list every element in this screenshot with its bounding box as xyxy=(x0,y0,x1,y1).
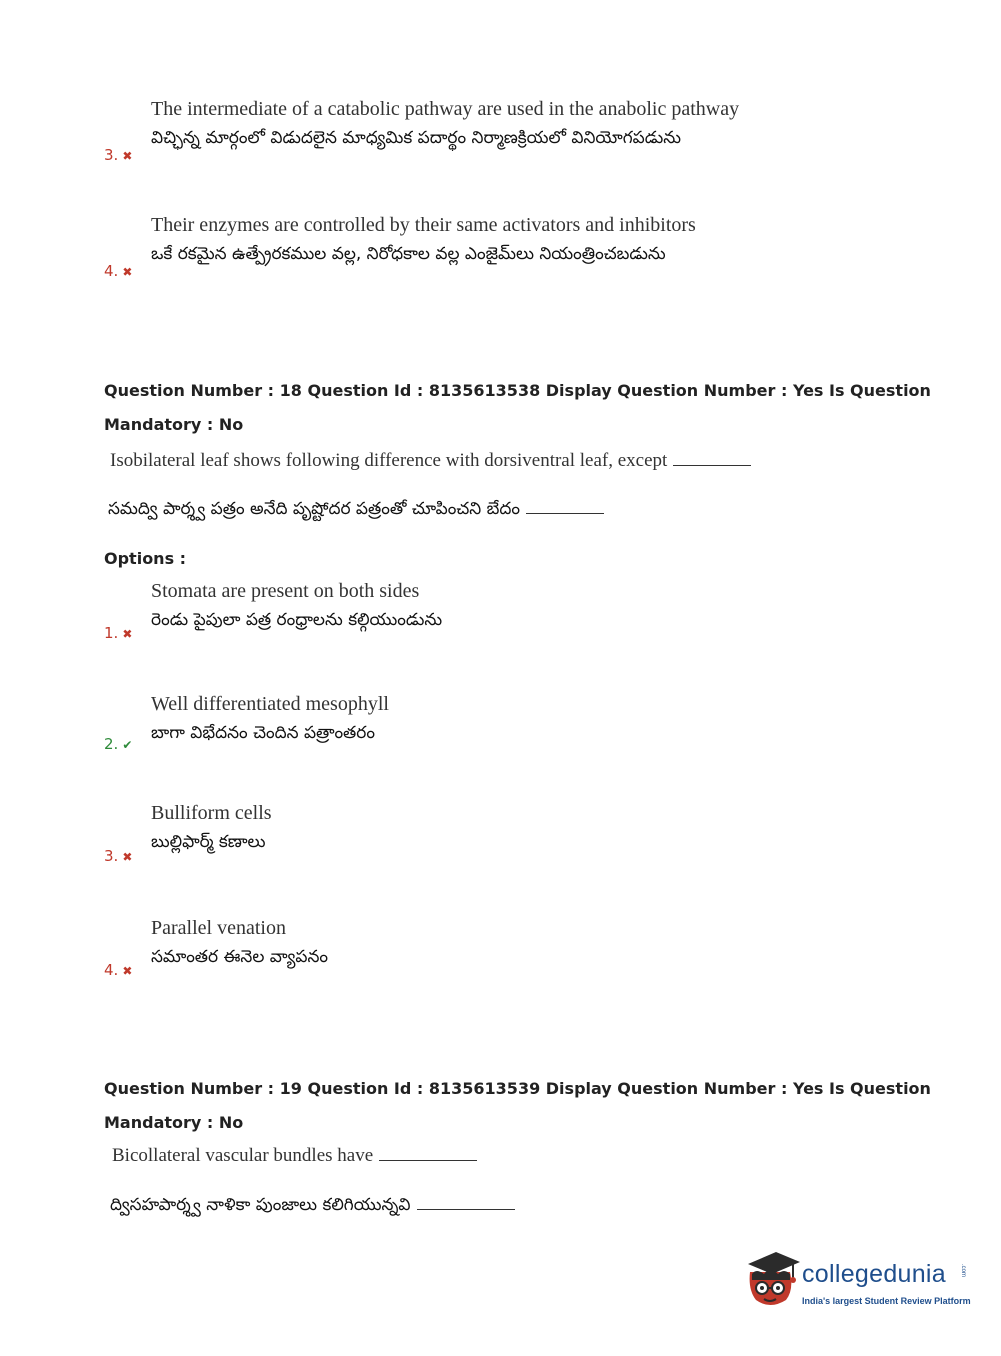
option-text-en: The intermediate of a catabolic pathway are used in the anabolic pathway xyxy=(151,98,740,120)
option-number: 3. ✖ xyxy=(104,146,133,164)
check-icon: ✔ xyxy=(122,738,133,752)
option-text-en: Parallel venation xyxy=(151,917,286,939)
option-text-en: Well differentiated mesophyll xyxy=(151,693,389,715)
q19-header-line2: Mandatory : No xyxy=(104,1113,244,1132)
option-text-en: Stomata are present on both sides xyxy=(151,580,420,602)
q19-question-te: ద్విసహపార్శ్వ నాళికా పుంజాలు కలిగియున్నవి xyxy=(110,1195,515,1219)
q18-option-4 xyxy=(104,915,884,985)
logo-tagline: India's largest Student Review Platform xyxy=(802,1296,971,1306)
q18-option-1 xyxy=(104,578,884,648)
q18-option-3 xyxy=(104,800,884,870)
logo-wordmark: collegedunia xyxy=(802,1260,946,1288)
q18-question-en: Isobilateral leaf shows following difference with dorsiventral leaf, except xyxy=(110,450,751,472)
cross-icon: ✖ xyxy=(122,149,133,163)
option-text-en: Bulliform cells xyxy=(151,802,272,824)
logo-com: .com xyxy=(960,1264,966,1278)
option-text-te: ఒకే రకమైన ఉత్ప్రేరకముల వల్ల, నిరోధకాల వల్ల ఎంజైమ్‌లు నియంత్రించబడును xyxy=(151,244,666,264)
prev-option-3 xyxy=(104,96,884,176)
cross-icon: ✖ xyxy=(122,964,133,978)
option-text-te: విచ్ఛిన్న మార్గంలో విడుదలైన మాధ్యమిక పదార్థం నిర్మాణక్రియలో వినియోగపడును xyxy=(151,128,682,148)
q18-question-te: సమద్వి పార్శ్వ పత్రం అనేది పృష్టోదర పత్రంతో చూపించని బేదం xyxy=(108,499,604,523)
prev-option-4 xyxy=(104,212,884,292)
option-number: 1. ✖ xyxy=(104,624,133,642)
q18-header-line1: Question Number : 18 Question Id : 8135613538 Display Question Number : Yes Is Question xyxy=(104,381,931,400)
option-text-en: Their enzymes are controlled by their same activators and inhibitors xyxy=(151,214,696,236)
cross-icon: ✖ xyxy=(122,627,133,641)
option-number: 3. ✖ xyxy=(104,847,133,865)
option-number: 2. ✔ xyxy=(104,735,133,753)
option-number: 4. ✖ xyxy=(104,961,133,979)
q19-question-en: Bicollateral vascular bundles have xyxy=(112,1145,477,1167)
option-number: 4. ✖ xyxy=(104,262,133,280)
q18-options-label: Options : xyxy=(104,549,187,568)
cross-icon: ✖ xyxy=(122,850,133,864)
q18-header-line2: Mandatory : No xyxy=(104,415,244,434)
option-text-te: రెండు పైపులా పత్ర రంధ్రాలను కల్గియుండును xyxy=(151,610,443,630)
option-text-te: బాగా విభేదనం చెందిన పత్రాంతరం xyxy=(151,723,375,743)
q19-header-line1: Question Number : 19 Question Id : 8135613539 Display Question Number : Yes Is Question xyxy=(104,1079,931,1098)
option-text-te: సమాంతర ఈనెల వ్యాపనం xyxy=(151,947,329,967)
collegedunia-logo xyxy=(742,1250,972,1320)
mascot-icon xyxy=(742,1250,802,1312)
answer-blank xyxy=(673,464,751,466)
option-text-te: బుల్లిఫార్మ్ కణాలు xyxy=(151,832,266,852)
q18-option-2 xyxy=(104,691,884,761)
answer-blank xyxy=(417,1208,515,1210)
answer-blank xyxy=(526,512,604,514)
answer-blank xyxy=(379,1159,477,1161)
cross-icon: ✖ xyxy=(122,265,133,279)
